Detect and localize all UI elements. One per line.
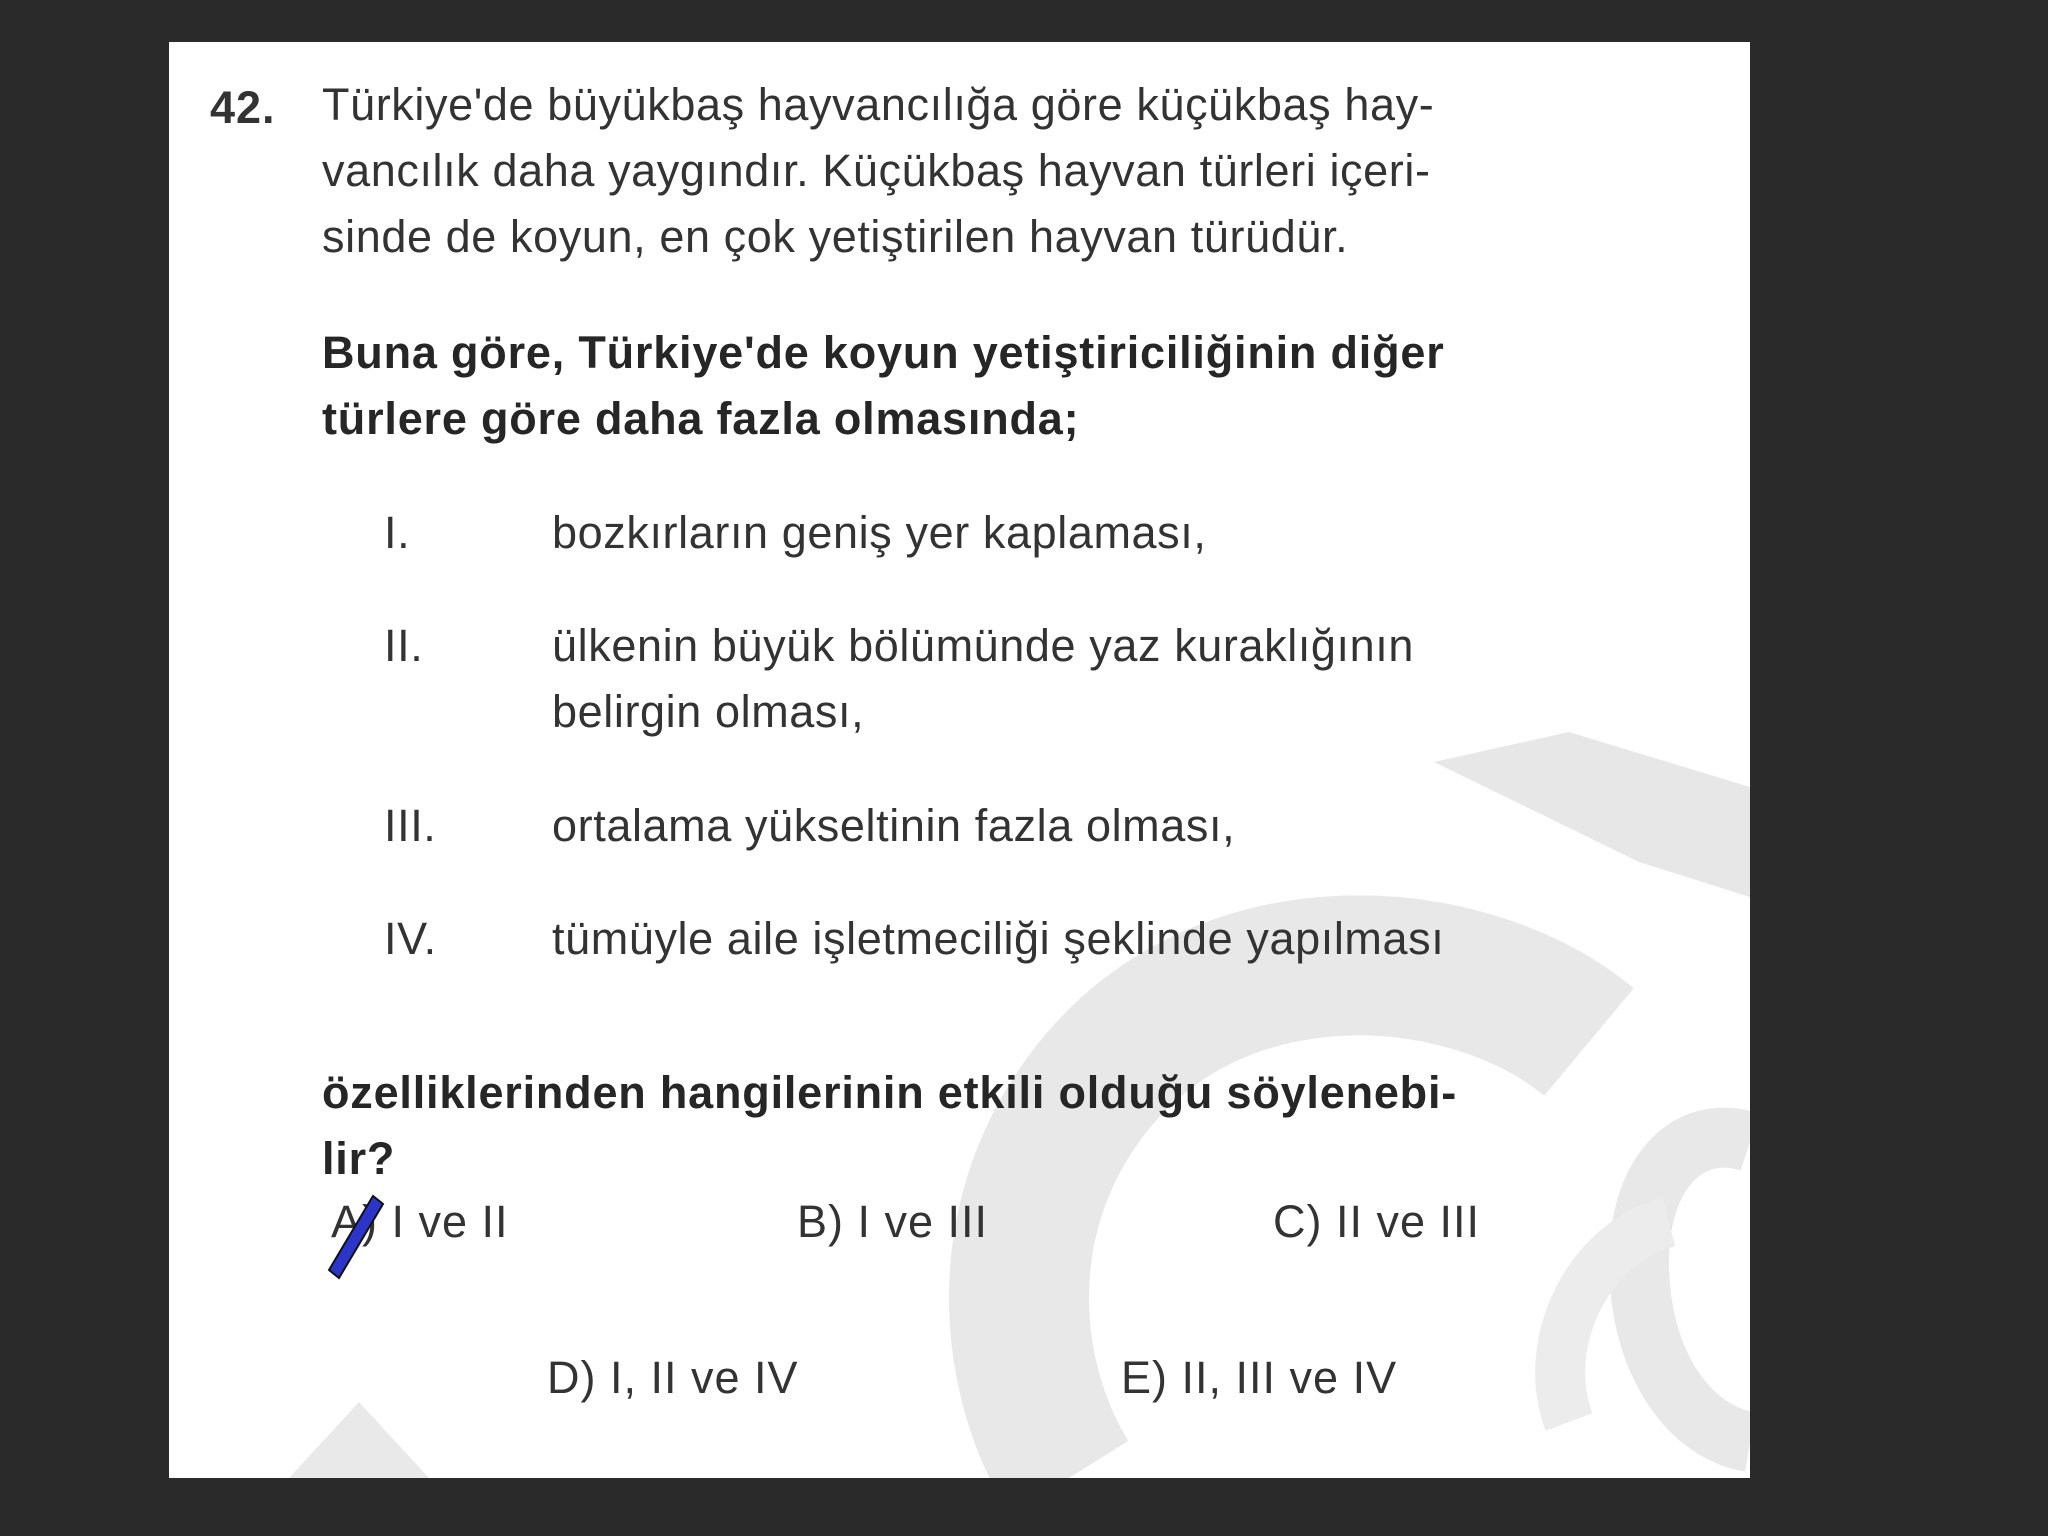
option-text: I ve II (391, 1196, 509, 1247)
option-letter: A) (331, 1196, 378, 1247)
statement-text (552, 906, 1652, 972)
option-letter: C) (1273, 1196, 1323, 1247)
question-stem (322, 320, 1692, 452)
intro-line: sinde de koyun, en çok yetiştirilen hayvan türüdür. (322, 211, 1349, 262)
option-letter: E) (1121, 1352, 1168, 1403)
option-text: II, III ve IV (1181, 1352, 1398, 1403)
intro-line: vancılık daha yaygındır. Küçükbaş hayvan türleri içeri- (322, 145, 1431, 196)
stem-line: Buna göre, Türkiye'de koyun yetiştiriciliğinin diğer (322, 327, 1445, 378)
answer-mark-icon (321, 1190, 391, 1282)
option-text: I, II ve IV (610, 1352, 799, 1403)
statement-text (552, 793, 1652, 859)
question-intro (322, 72, 1692, 270)
statement-line: tümüyle aile işletmeciliği şeklinde yapılması (552, 913, 1445, 964)
intro-line: Türkiye'de büyükbaş hayvancılığa göre küçükbaş hay- (322, 79, 1435, 130)
closing-line: lir? (322, 1133, 396, 1184)
stem-line: türlere göre daha fazla olmasında; (322, 393, 1080, 444)
question-page (169, 42, 1750, 1478)
statement-text (552, 613, 1652, 745)
statement-numeral: III. (384, 800, 437, 851)
option-c[interactable] (1273, 1192, 1480, 1252)
option-text: II ve III (1336, 1196, 1481, 1247)
question-closing (322, 1060, 1702, 1192)
option-text: I ve III (857, 1196, 989, 1247)
statement-numeral: I. (384, 507, 411, 558)
statement-line: belirgin olması, (552, 686, 865, 737)
option-d[interactable] (547, 1348, 799, 1408)
statement-line: ortalama yükseltinin fazla olması, (552, 800, 1236, 851)
statement-line: ülkenin büyük bölümünde yaz kuraklığının (552, 620, 1415, 671)
statement-line: bozkırların geniş yer kaplaması, (552, 507, 1207, 558)
option-letter: D) (547, 1352, 597, 1403)
option-e[interactable] (1121, 1348, 1397, 1408)
statement-numeral: II. (384, 620, 424, 671)
question-number: 42. (210, 82, 276, 133)
option-b[interactable] (797, 1192, 988, 1252)
closing-line: özelliklerinden hangilerinin etkili olduğu söylenebi- (322, 1067, 1458, 1118)
statement-numeral: IV. (384, 913, 437, 964)
option-letter: B) (797, 1196, 844, 1247)
statement-text (552, 500, 1652, 566)
